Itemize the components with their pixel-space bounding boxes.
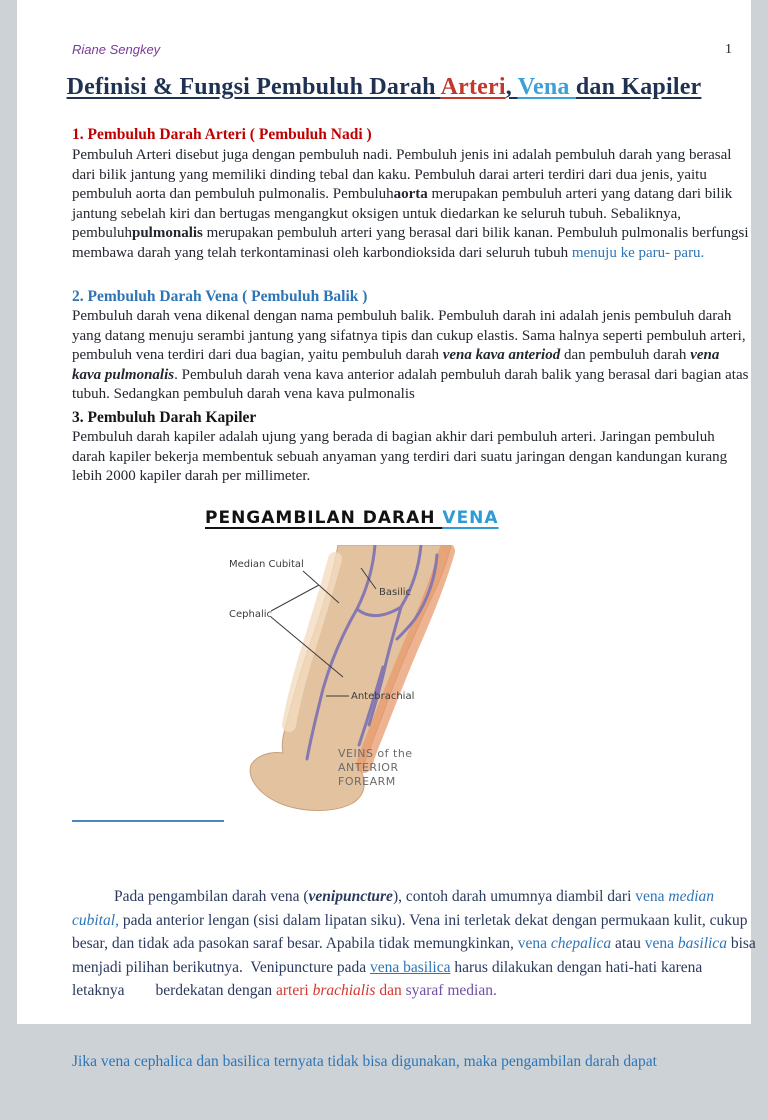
closing-paragraph-text: Pada pengambilan darah vena (venipuncture), contoh darah umumnya diambil dari vena median cubital, pada anterior lengan (sisi dalam lipatan siku). Vena ini terletak dekat dengan permukaan kulit, cukup besar, dan tidak ada pasokan saraf besar. Apabila tidak memungkinkan, vena chepalica atau vena basilica bisa menjadi pilihan berikutnya. Venipuncture pada vena basilica harus dilakukan dengan hati-hati karena letaknya berdekatan dengan arteri brachialis dan syaraf median. — [72, 888, 760, 999]
figure-caption-line-1: VEINS of the — [338, 747, 413, 760]
label-antebrachial: Antebrachial — [351, 691, 415, 702]
document-title: Definisi & Fungsi Pembuluh Darah Arteri, Vena dan Kapiler — [66, 74, 702, 100]
figure-caption-line-2: ANTERIOR — [338, 761, 399, 774]
anterior-forearm-veins-illustration — [223, 545, 503, 817]
figure-heading: PENGAMBILAN DARAH VENA — [205, 508, 499, 528]
section-3-heading: 3. Pembuluh Darah Kapiler — [72, 409, 257, 426]
arm-vein-figure — [223, 545, 503, 817]
closing-last-line: Jika vena cephalica dan basilica ternyata tidak bisa digunakan, maka pengambilan darah dapat — [72, 1052, 657, 1070]
label-cephalic: Cephalic — [229, 609, 273, 620]
section-1-heading: 1. Pembuluh Darah Arteri ( Pembuluh Nadi ) — [72, 126, 372, 143]
closing-paragraph — [72, 838, 760, 1120]
section-3-paragraph: Pembuluh darah kapiler adalah ujung yang berada di bagian akhir dari pembuluh arteri. Jaringan pembuluh darah kapiler bekerja membentuk sebuah anyaman yang terdiri dari suatu jaringan dengan kandungan kurang lebih 2000 kapiler darah per millimeter. — [72, 429, 731, 484]
label-median-cubital: Median Cubital — [229, 559, 304, 570]
label-basilic: Basilic — [379, 587, 412, 598]
page-number: 1 — [725, 42, 732, 57]
section-2-heading: 2. Pembuluh Darah Vena ( Pembuluh Balik ) — [72, 288, 368, 305]
blue-divider-line — [72, 820, 224, 822]
cephalic-pointer-line-upper — [271, 585, 319, 611]
figure-caption-line-3: FOREARM — [338, 775, 396, 788]
section-2-paragraph: Pembuluh darah vena dikenal dengan nama pembuluh balik. Pembuluh darah ini adalah jenis pembuluh darah yang datang menuju serambi jantung yang sifatnya tipis dan cukup elastis. Sama halnya seperti pembuluh arteri, pembuluh vena terdiri dari dua bagian, yaitu pembuluh darah vena kava anteriod dan pembuluh darah vena kava pulmonalis. Pembuluh darah vena kava anterior adalah pembuluh darah balik yang berasal dari bagian atas tubuh. Sedangkan pembuluh darah vena kava pulmonalis — [72, 308, 753, 402]
document-page — [17, 0, 760, 1070]
section-1-paragraph: Pembuluh Arteri disebut juga dengan pembuluh nadi. Pembuluh jenis ini adalah pembuluh darah yang berasal dari bilik jantung yang memiliki dinding tebal dan kaku. Pembuluh darai arteri terdiri dari dua jenis, yaitu pembuluh aorta dan pembuluh pulmonalis. Pembuluhaorta merupakan pembuluh arteri yang datang dari bilik jantung sebelah kiri dan bertugas mengangkut oksigen untuk diedarkan ke seluruh tubuh. Sebaliknya, pembuluhpulmonalis merupakan pembuluh arteri yang berasal dari bilik kanan. Pembuluh pulmonalis berfungsi membawa darah yang telah terkontaminasi oleh karbondioksida dari seluruh tubuh menuju ke paru- paru. — [72, 147, 753, 261]
author-name: Riane Sengkey — [72, 42, 161, 57]
